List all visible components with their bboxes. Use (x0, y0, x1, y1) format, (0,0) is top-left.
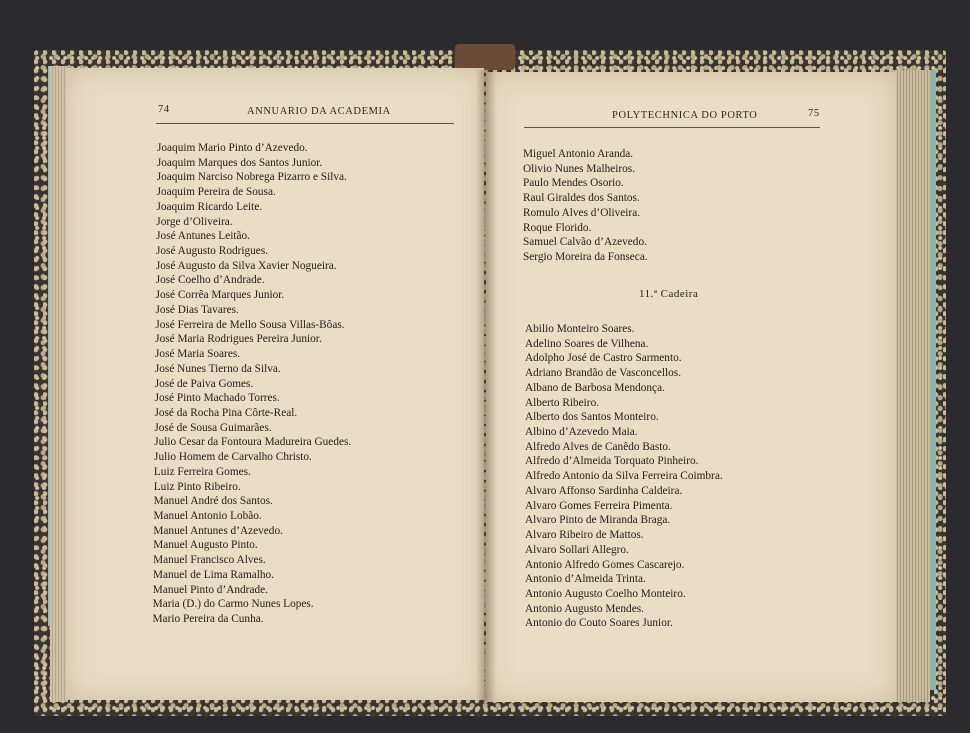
name-entry: José Pinto Machado Torres. (154, 392, 280, 405)
name-entry: Antonio Augusto Coelho Monteiro. (525, 587, 686, 600)
right-header-rule (524, 127, 820, 128)
name-entry: Adelino Soares de Vilhena. (525, 337, 649, 350)
name-entry: Abilio Monteiro Soares. (525, 323, 635, 335)
name-entry: José Nunes Tierno da Silva. (154, 362, 281, 375)
name-entry: Alvaro Gomes Ferreira Pimenta. (525, 499, 673, 512)
name-entry: Alfredo Antonio da Silva Ferreira Coimbra. (525, 470, 723, 483)
name-entry: Antonio do Couto Soares Junior. (525, 617, 673, 630)
name-entry: José Ferreira de Mello Sousa Villas-Bôas. (155, 318, 345, 331)
name-entry: Adriano Brandão de Vasconcellos. (525, 367, 682, 380)
name-entry: Luiz Ferreira Gomes. (153, 465, 251, 478)
name-entry: Paulo Mendes Osorio. (523, 177, 624, 190)
name-entry: Miguel Antonio Aranda. (523, 148, 634, 160)
name-entry: Alvaro Ribeiro de Mattos. (525, 529, 644, 542)
name-entry: José Augusto Rodrigues. (156, 245, 269, 258)
name-entry: Manuel Pinto d’Andrade. (152, 583, 268, 596)
name-entry: Olivio Nunes Malheiros. (523, 162, 636, 175)
name-entry: Alberto dos Santos Monteiro. (525, 411, 659, 424)
name-entry: José de Sousa Guimarães. (154, 421, 272, 434)
right-page-stack (892, 70, 930, 702)
name-entry: José Antunes Leitão. (156, 230, 250, 243)
name-entry: Manuel Antunes d’Azevedo. (153, 524, 283, 537)
section-title: 11.ª Cadeira (639, 288, 699, 300)
left-header-rule (156, 123, 454, 124)
right-page-number: 75 (808, 108, 820, 119)
name-entry: Albano de Barbosa Mendonça. (525, 381, 665, 394)
name-entry: Manuel de Lima Ramalho. (152, 568, 275, 581)
name-entry: Joaquim Mario Pinto d’Azevedo. (157, 142, 308, 154)
name-entry: Antonio Augusto Mendes. (525, 602, 644, 615)
name-entry: Manuel Francisco Alves. (153, 554, 266, 567)
name-entry: Joaquim Pereira de Sousa. (156, 186, 276, 199)
name-entry: Samuel Calvão d’Azevedo. (523, 236, 647, 249)
name-entry: Mario Pereira da Cunha. (152, 613, 264, 626)
name-entry: Alvaro Affonso Sardinha Caldeira. (525, 484, 683, 497)
name-entry: Manuel André dos Santos. (153, 495, 273, 508)
name-entry: Adolpho José de Castro Sarmento. (525, 352, 682, 365)
name-entry: Raul Giraldes dos Santos. (523, 192, 640, 205)
name-entry: José da Rocha Pina Côrte-Real. (154, 406, 298, 419)
name-entry: Alberto Ribeiro. (525, 396, 600, 409)
name-entry: José de Paiva Gomes. (154, 377, 254, 390)
name-entry: Joaquim Ricardo Leite. (156, 200, 263, 213)
name-entry: Alfredo Alves de Canêdo Basto. (525, 440, 671, 453)
right-page-edge-tint (930, 70, 936, 690)
book-spine (455, 44, 515, 70)
name-entry: Manuel Augusto Pinto. (153, 539, 258, 552)
name-entry: Maria (D.) do Carmo Nunes Lopes. (152, 598, 314, 611)
name-entry: Albino d’Azevedo Maia. (525, 426, 638, 439)
name-entry: Roque Florido. (523, 221, 592, 234)
name-entry: José Coelho d’Andrade. (155, 274, 265, 287)
name-entry: José Maria Soares. (155, 348, 241, 361)
name-entry: Alvaro Sollari Allegro. (525, 543, 629, 556)
name-entry: Manuel Antonio Lobão. (153, 510, 262, 522)
name-entry: Romulo Alves d’Oliveira. (523, 206, 641, 219)
name-entry: Antonio Alfredo Gomes Cascarejo. (525, 558, 685, 571)
name-entry: Jorge d’Oliveira. (156, 215, 233, 228)
name-entry: Joaquim Marques dos Santos Junior. (156, 156, 323, 169)
name-entry: Julio Homem de Carvalho Christo. (154, 451, 312, 464)
name-entry: José Maria Rodrigues Pereira Junior. (155, 333, 322, 346)
name-entry: Antonio d’Almeida Trinta. (525, 573, 646, 586)
name-entry: Sergio Moreira da Fonseca. (523, 251, 648, 264)
name-entry: Alvaro Pinto de Miranda Braga. (525, 514, 671, 527)
book-gutter (476, 70, 496, 702)
left-running-head: ANNUARIO DA ACADEMIA (247, 106, 391, 117)
name-entry: José Augusto da Silva Xavier Nogueira. (155, 259, 337, 272)
name-entry: Joaquim Narciso Nobrega Pizarro e Silva. (156, 171, 347, 184)
right-running-head: POLYTECHNICA DO PORTO (612, 110, 758, 121)
name-entry: Luiz Pinto Ribeiro. (153, 480, 241, 493)
left-page-number: 74 (158, 104, 170, 115)
name-entry: Alfredo d’Almeida Torquato Pinheiro. (525, 455, 699, 468)
name-entry: José Dias Tavares. (155, 303, 239, 316)
name-entry: Julio Cesar da Fontoura Madureira Guedes. (154, 436, 352, 449)
name-entry: José Corrêa Marques Junior. (155, 289, 285, 302)
